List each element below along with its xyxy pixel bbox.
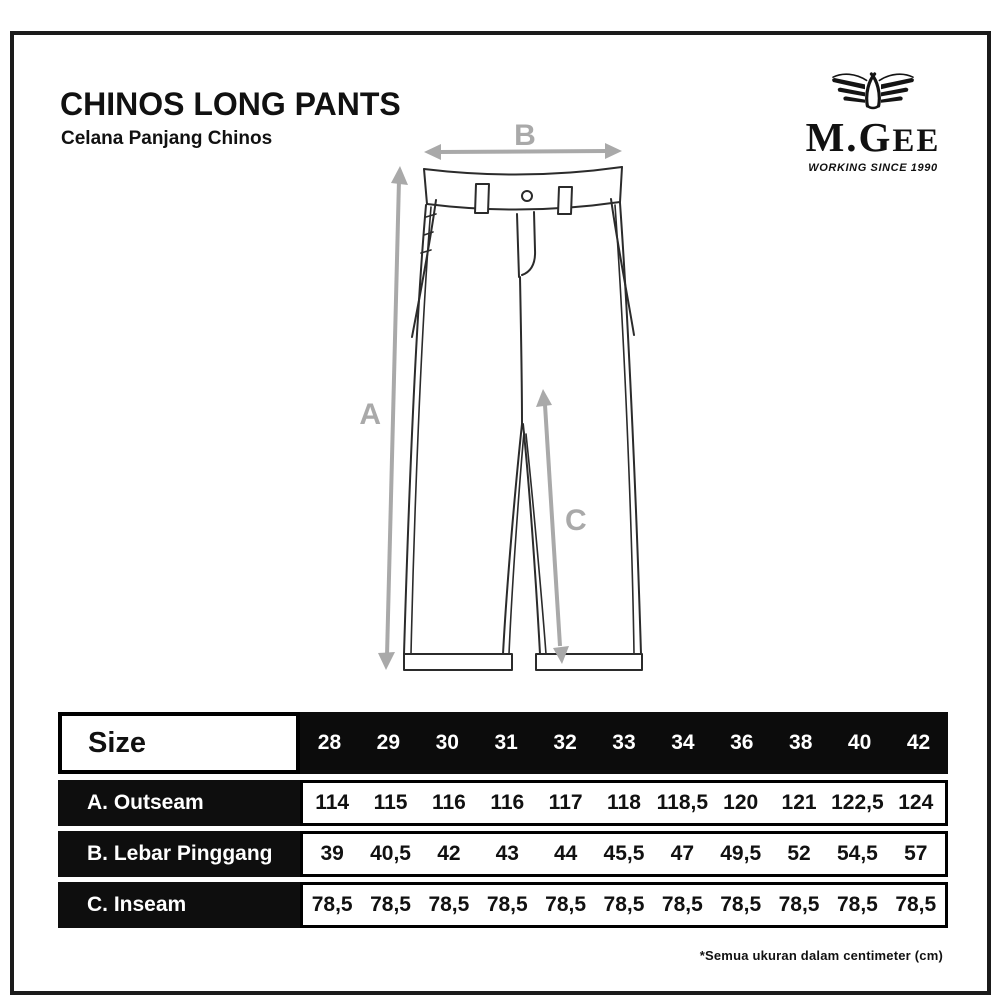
table-row: [58, 882, 948, 928]
page-title: CHINOS LONG PANTS: [60, 86, 401, 122]
size-column-label: 40: [847, 731, 872, 754]
value-cell: 117: [548, 791, 583, 814]
page-subtitle: Celana Panjang Chinos: [61, 128, 273, 149]
row-values: [300, 882, 948, 928]
value-cell: 39: [320, 842, 344, 865]
value-cell: 78,5: [370, 893, 411, 916]
label-B: B: [514, 119, 536, 152]
value-cell: 44: [553, 842, 578, 865]
inseam-lines: [503, 424, 546, 654]
value-cell: 78,5: [428, 893, 470, 916]
value-cell: 78,5: [836, 893, 878, 916]
value-cell: 78,5: [720, 893, 762, 916]
value-cell: 78,5: [778, 893, 820, 916]
size-column-label: 34: [671, 731, 695, 754]
size-column-label: 31: [494, 731, 518, 754]
waist-button: [522, 191, 532, 201]
value-cell: 78,5: [603, 893, 645, 916]
value-cell: 121: [781, 791, 817, 814]
brand-name: M.GEE: [805, 114, 941, 160]
size-column-label: 30: [435, 731, 459, 754]
value-cell: 116: [431, 791, 466, 814]
brand-block: [788, 72, 958, 174]
measure-arrows: [378, 143, 622, 670]
label-C: C: [565, 504, 587, 537]
size-header-cell: Size: [58, 712, 300, 774]
value-cell: 49,5: [720, 842, 762, 865]
value-cell: 78,5: [895, 893, 937, 916]
value-cell: 47: [670, 842, 695, 865]
value-cell: 57: [904, 842, 928, 865]
row-label: A. Outseam: [58, 780, 300, 826]
value-cell: 43: [495, 842, 519, 865]
value-cell: 78,5: [545, 893, 587, 916]
table-row: [58, 831, 948, 877]
table-row: [58, 780, 948, 826]
value-cell: 54,5: [836, 842, 878, 865]
value-cell: 115: [373, 791, 408, 814]
outseam-arrow-A: [378, 166, 408, 670]
value-cell: 118,5: [656, 791, 709, 814]
size-column-label: 38: [789, 731, 813, 754]
value-cell: 78,5: [486, 893, 528, 916]
size-columns: [300, 712, 948, 774]
leg-hems: [404, 654, 642, 670]
waistband: [424, 167, 622, 210]
label-A: A: [359, 398, 381, 431]
row-values: [300, 780, 948, 826]
size-table-rows: [58, 780, 948, 928]
size-table: [58, 712, 948, 928]
value-cell: 114: [315, 791, 350, 814]
row-values: [300, 831, 948, 877]
row-label: C. Inseam: [58, 882, 300, 928]
size-column-label: 36: [730, 731, 754, 754]
size-column-label: 32: [553, 731, 577, 754]
value-cell: 40,5: [370, 842, 411, 865]
value-cell: 116: [490, 791, 525, 814]
value-cell: 120: [723, 791, 759, 814]
footnote: *Semua ukuran dalam centimeter (cm): [699, 948, 943, 963]
value-cell: 78,5: [661, 893, 703, 916]
size-column-label: 28: [317, 731, 342, 754]
size-table-header: [58, 712, 948, 774]
winged-emblem-icon: [825, 72, 921, 116]
value-cell: 52: [787, 842, 811, 865]
size-column-label: 42: [906, 731, 931, 754]
side-pockets: [412, 199, 634, 337]
value-cell: 45,5: [603, 842, 645, 865]
value-cell: 118: [607, 791, 641, 814]
value-cell: 42: [437, 842, 461, 865]
fly-and-center-seam: [517, 212, 535, 424]
value-cell: 122,5: [831, 791, 884, 814]
chinos-sketch: [340, 118, 670, 698]
value-cell: 124: [898, 791, 934, 814]
size-column-label: 33: [612, 731, 636, 754]
size-column-label: 29: [376, 731, 401, 754]
row-label: B. Lebar Pinggang: [58, 831, 300, 877]
value-cell: 78,5: [311, 893, 353, 916]
brand-tagline: WORKING SINCE 1990: [808, 162, 938, 174]
